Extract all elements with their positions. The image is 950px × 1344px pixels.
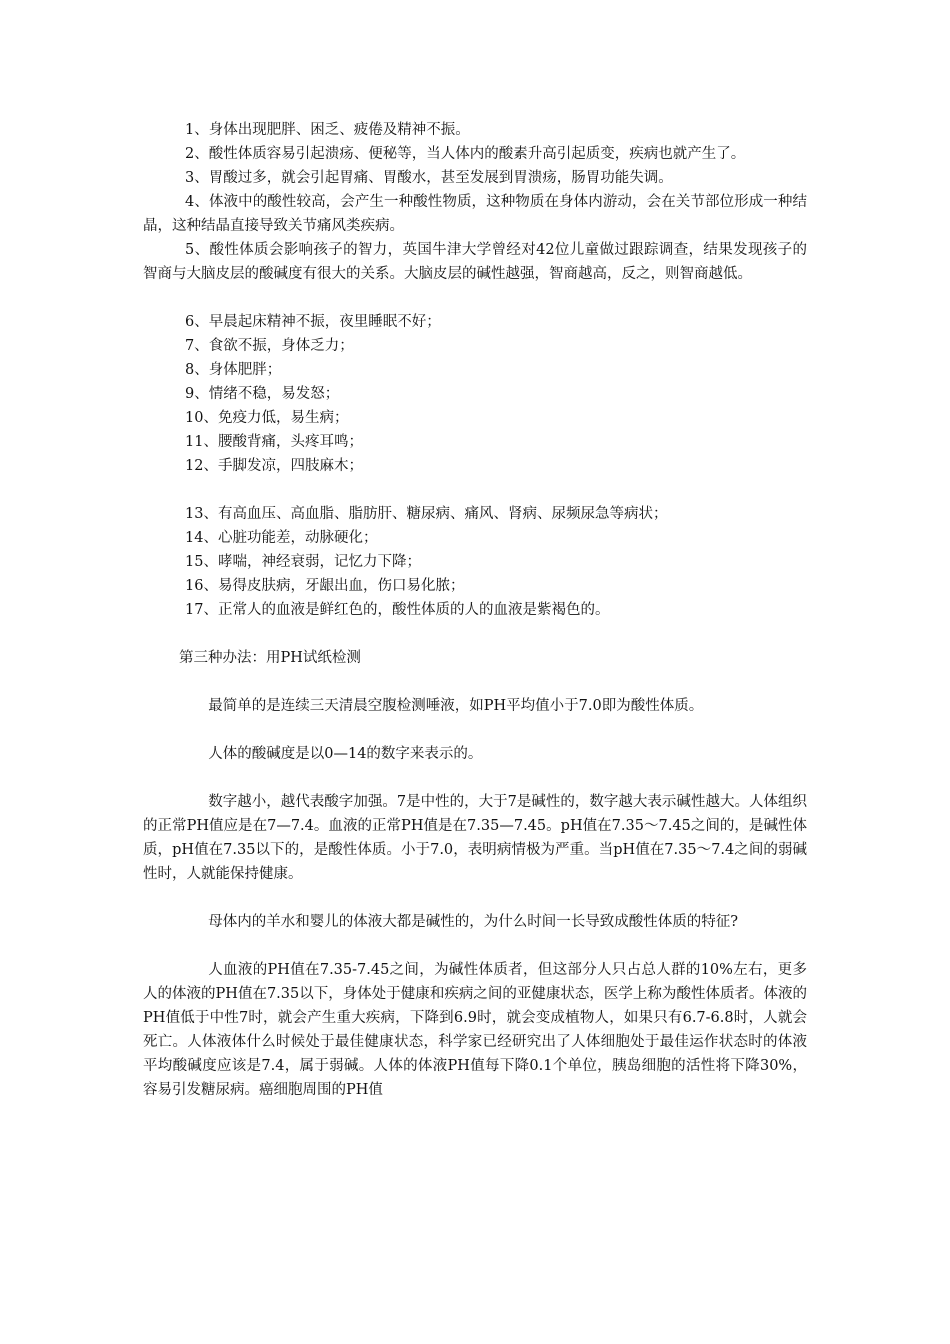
list-item-8: 8、身体肥胖； (185, 362, 282, 378)
list-item-5: 5、酸性体质会影响孩子的智力，英国牛津大学曾经对42位儿童做过跟踪调查，结果发现孩子的智商与大脑皮层的酸碱度有很大的关系。大脑皮层的碱性越强，智商越高，反之，则智商越低。 (143, 242, 807, 282)
spacer (143, 622, 807, 646)
list-item-14: 14、心脏功能差，动脉硬化； (185, 530, 378, 546)
spacer (143, 934, 807, 958)
list-item-4: 4、体液中的酸性较高，会产生一种酸性物质，这种物质在身体内游动，会在关节部位形成一种结晶，这种结晶直接导致关节痛风类疾病。 (143, 194, 807, 234)
spacer (143, 478, 807, 502)
list-item-3: 3、胃酸过多，就会引起胃痛、胃酸水，甚至发展到胃溃疡，肠胃功能失调。 (185, 170, 673, 186)
list-item-16: 16、易得皮肤病，牙龈出血，伤口易化脓； (185, 578, 465, 594)
list-item-11: 11、腰酸背痛，头疼耳鸣； (185, 434, 363, 450)
paragraph-blood-ph: 人血液的PH值在7.35-7.45之间，为碱性体质者，但这部分人只占总人群的10%左右，更多人的体液的PH值在7.35以下，身体处于健康和疾病之间的亚健康状态，医学上称为酸性体质者。体液的PH值低于中性7时，就会产生重大疾病，下降到6.9时，就会变成植物人，如果只有6.7-6.8时，人就会死亡。人体液体什么时候处于最佳健康状态，科学家已经研究出了人体细胞处于最佳运作状态时的体液平均酸碱度应该是7.4，属于弱碱。人体的体液PH值每下降0.1个单位，胰岛细胞的活性将下降30%，容易引发糖尿病。癌细胞周围的PH值 (143, 962, 807, 1098)
paragraph-simple-test: 最简单的是连续三天清晨空腹检测唾液，如PH平均值小于7.0即为酸性体质。 (208, 698, 704, 714)
list-item-10: 10、免疫力低，易生病； (185, 410, 349, 426)
list-item-6: 6、早晨起床精神不振，夜里睡眠不好； (185, 314, 441, 330)
spacer (143, 766, 807, 790)
list-item-12: 12、手脚发凉，四肢麻木； (185, 458, 363, 474)
method-heading: 第三种办法：用PH试纸检测 (179, 650, 361, 666)
list-item-15: 15、哮喘，神经衰弱，记忆力下降； (185, 554, 421, 570)
list-item-9: 9、情绪不稳，易发怒； (185, 386, 340, 402)
paragraph-question: 母体内的羊水和婴儿的体液大都是碱性的，为什么时间一长导致成酸性体质的特征? (208, 914, 739, 930)
spacer (143, 670, 807, 694)
list-item-1: 1、身体出现肥胖、困乏、疲倦及精神不振。 (185, 122, 470, 138)
document-page (143, 118, 807, 1102)
spacer (143, 718, 807, 742)
list-item-17: 17、正常人的血液是鲜红色的，酸性体质的人的血液是紫褐色的。 (185, 602, 610, 618)
paragraph-ph-scale: 人体的酸碱度是以0—14的数字来表示的。 (208, 746, 483, 762)
spacer (143, 886, 807, 910)
spacer (143, 286, 807, 310)
paragraph-ph-numbers: 数字越小，越代表酸字加强。7是中性的，大于7是碱性的，数字越大表示碱性越大。人体组织的正常PH值应是在7—7.4。血液的正常PH值是在7.35—7.45。pH值在7.35～7.45之间的，是碱性体质，pH值在7.35以下的，是酸性体质。小于7.0，表明病情极为严重。当pH值在7.35～7.4之间的弱碱性时，人就能保持健康。 (143, 794, 807, 882)
list-item-7: 7、食欲不振，身体乏力； (185, 338, 354, 354)
list-item-2: 2、酸性体质容易引起溃疡、便秘等，当人体内的酸素升高引起质变，疾病也就产生了。 (185, 146, 746, 162)
list-item-13: 13、有高血压、高血脂、脂肪肝、糖尿病、痛风、肾病、尿频尿急等病状； (185, 506, 668, 522)
